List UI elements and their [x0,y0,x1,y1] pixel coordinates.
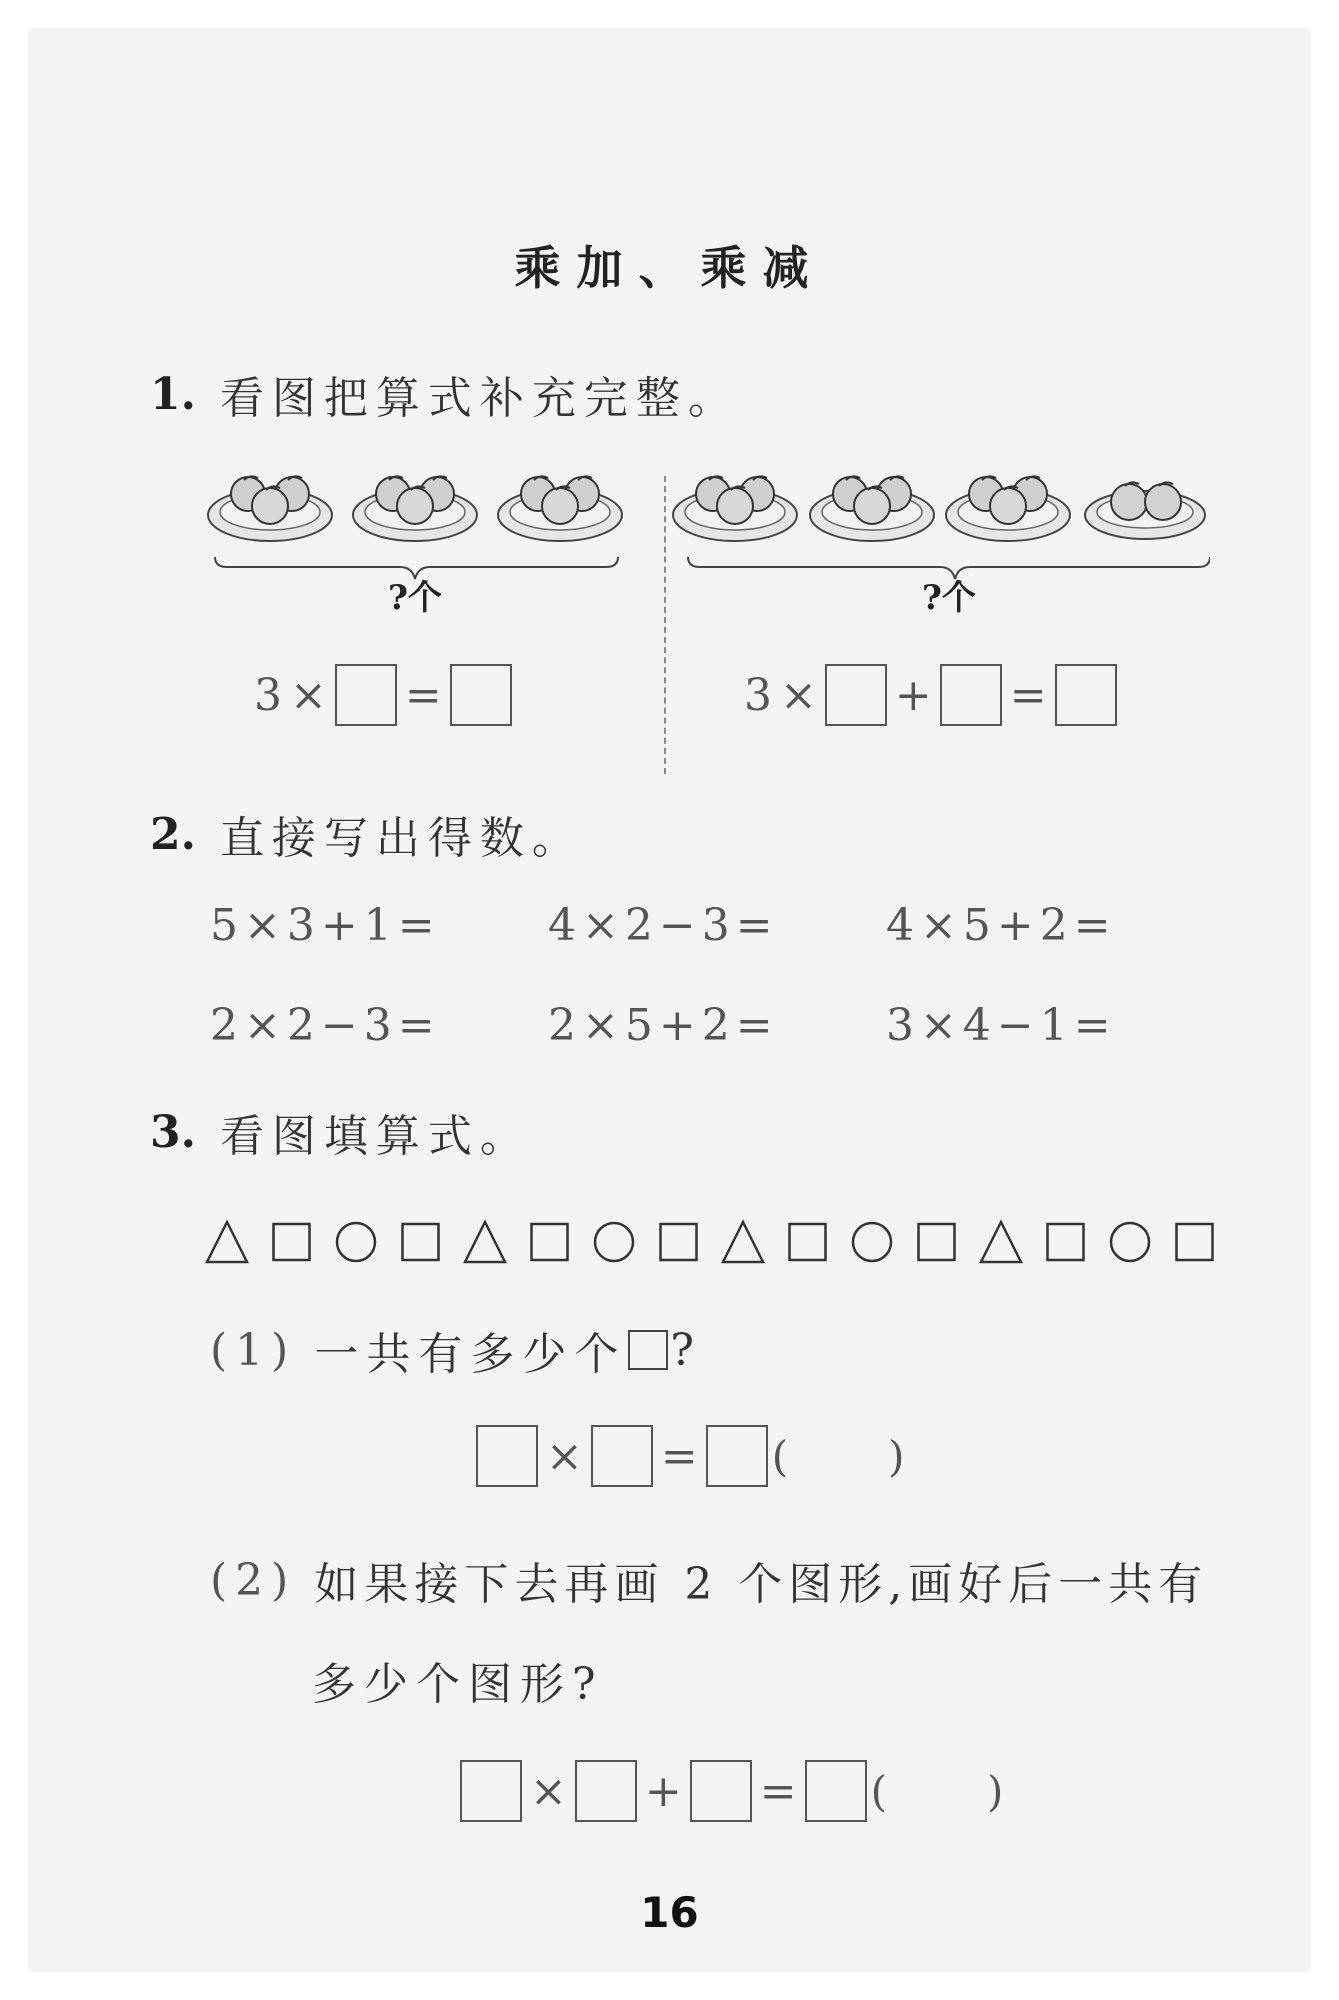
answer-box[interactable] [591,1425,653,1487]
operand: 3 [254,669,282,721]
part-2-expression [456,1760,1003,1822]
plate-of-apples [498,476,622,541]
shape-sequence [205,1218,1245,1268]
part-2-text-line-1: 如果接下去再画 2 个图形,画好后一共有 [314,1559,1209,1610]
paren-close: ) [987,1766,1004,1816]
part-1-question-mark: ? [670,1324,702,1376]
question-3-heading [150,1100,532,1164]
triangle-shape-icon [981,1222,1021,1262]
calc-item: 2×2−3= [210,1000,441,1051]
answer-box[interactable] [575,1760,637,1822]
plate-of-apples [673,476,797,541]
question-2-text: 直接写出得数。 [219,813,584,864]
page-title: 乘加、乘减 [514,241,825,295]
paren-open: ( [771,1431,789,1481]
answer-box[interactable] [940,664,1002,726]
square-shape-icon [274,1224,310,1260]
calc-item: 5×3+1= [210,900,441,951]
circle-shape-icon [337,1223,375,1261]
calc-item: 2×5+2= [548,1000,779,1051]
question-1-number: 1. [150,368,196,420]
calc-item: 4×5+2= [886,900,1117,951]
answer-box[interactable] [460,1760,522,1822]
part-1-text: 一共有多少个 [314,1329,627,1380]
plate-of-apples [208,476,332,541]
plate-of-apples [946,476,1070,541]
grouping-braces [210,555,1210,585]
equals-sign: = [404,669,442,721]
equals-sign: = [1009,669,1047,721]
answer-box[interactable] [335,664,397,726]
circle-shape-icon [1111,1223,1149,1261]
answer-box[interactable] [805,1760,867,1822]
part-2-label: (2) [210,1554,297,1606]
square-shape-icon [919,1224,955,1260]
part-1-label: (1) [210,1324,297,1376]
answer-box[interactable] [690,1760,752,1822]
page-number: 16 [640,1888,699,1937]
plus-sign: + [894,669,932,721]
operand: 3 [744,669,772,721]
question-1-left-expression [250,664,516,726]
question-2-heading [150,802,584,866]
times-sign: × [290,669,327,721]
question-3-number: 3. [150,1106,196,1158]
question-1-text: 看图把算式补充完整。 [219,373,740,424]
answer-box[interactable] [1055,664,1117,726]
answer-box[interactable] [450,664,512,726]
calc-item: 4×2−3= [548,900,779,951]
right-total-label: ?个 [922,578,976,618]
times-sign: × [530,1765,567,1817]
part-1-expression [472,1425,905,1487]
triangle-shape-icon [465,1222,505,1262]
triangle-shape-icon [723,1222,763,1262]
part-2-text-line-2: 多少个图形? [312,1659,604,1710]
part-2-question [210,1548,1208,1612]
plate-of-two-apples [1085,482,1205,539]
square-shape-icon [790,1224,826,1260]
question-1-right-expression [740,664,1121,726]
part-1-question [210,1318,702,1382]
square-shape-icon [1177,1224,1213,1260]
answer-box[interactable] [476,1425,538,1487]
paren-open: ( [870,1766,888,1816]
square-shape-icon [661,1224,697,1260]
square-shape-icon [1048,1224,1084,1260]
square-shape-icon [403,1224,439,1260]
calc-item: 3×4−1= [886,1000,1117,1051]
left-total-label: ?个 [388,578,442,618]
equals-sign: = [660,1430,698,1482]
plus-sign: + [644,1765,682,1817]
triangle-shape-icon [207,1222,247,1262]
times-sign: × [780,669,817,721]
answer-box[interactable] [706,1425,768,1487]
plate-of-apples [353,476,477,541]
section-divider [664,476,666,774]
circle-shape-icon [595,1223,633,1261]
square-shape-icon [532,1224,568,1260]
question-2-number: 2. [150,808,196,860]
times-sign: × [546,1430,583,1482]
answer-box[interactable] [825,664,887,726]
question-3-text: 看图填算式。 [219,1111,532,1162]
paren-close: ) [888,1431,905,1481]
plate-of-apples [810,476,934,541]
question-1-heading [150,362,740,426]
equals-sign: = [759,1765,797,1817]
square-shape-icon [628,1330,668,1370]
circle-shape-icon [853,1223,891,1261]
